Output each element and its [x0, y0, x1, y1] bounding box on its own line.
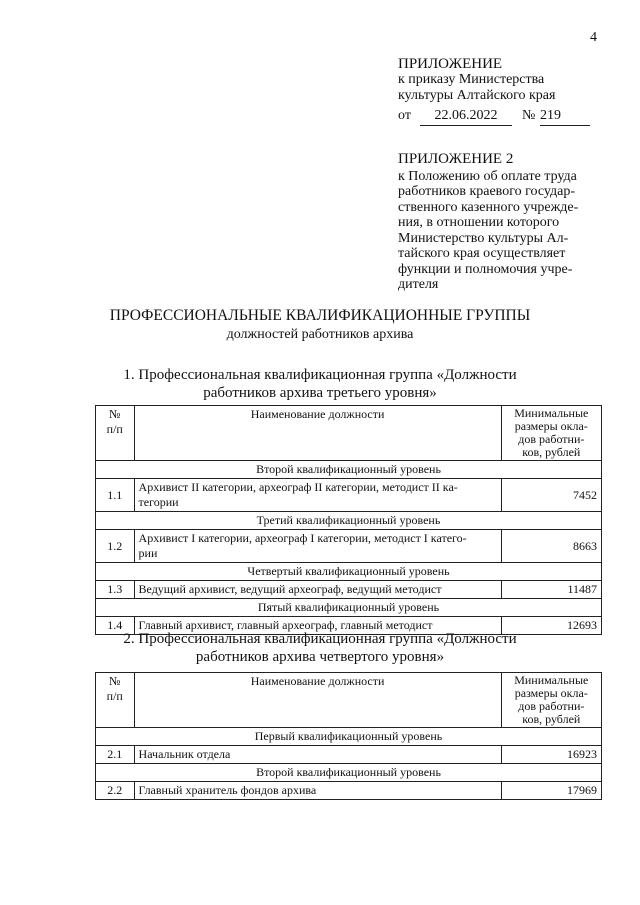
- appendix2-line: функции и полномочия учре-: [398, 261, 573, 277]
- section1-title-line: 1. Профессиональная квалификационная группа «Должности: [123, 367, 517, 383]
- appendix2-line: дителя: [398, 277, 439, 292]
- appendix2-block: [398, 152, 598, 293]
- document-subtitle: должностей работников архива: [226, 327, 414, 342]
- table-row: 2.1 Начальник отдела 16923: [96, 746, 602, 764]
- header-num: № п/п: [96, 406, 135, 461]
- header-name: Наименование должности: [134, 406, 501, 461]
- section1-title-line: работников архива третьего уровня»: [203, 385, 437, 401]
- appendix2-line: работников краевого государ-: [398, 184, 575, 199]
- level-row: Четвертый квалификационный уровень: [96, 563, 602, 581]
- appendix2-line: Министерство культуры Ал-: [398, 230, 569, 246]
- table-row: 1.2 Архивист I категории, археограф I категории, методист I катего- рии 8663: [96, 530, 602, 563]
- table-row: 2.2 Главный хранитель фондов архива 17969: [96, 782, 602, 800]
- table-row: 1.3 Ведущий архивист, ведущий археограф, ведущий методист 11487: [96, 581, 602, 599]
- appendix2-title: ПРИЛОЖЕНИЕ 2: [398, 151, 514, 167]
- document-title: ПРОФЕССИОНАЛЬНЫЕ КВАЛИФИКАЦИОННЫЕ ГРУППЫ: [109, 307, 531, 324]
- section2-title-line: 2. Профессиональная квалификационная группа «Должности: [123, 631, 517, 647]
- appendix2-line: ния, в отношении которого: [398, 215, 560, 230]
- section1-title: [0, 366, 640, 402]
- appendix-block: [398, 56, 555, 104]
- section2-table: [95, 672, 602, 800]
- header-salary: Минимальные размеры окла- дов работни- ков, рублей: [501, 406, 601, 461]
- header-salary: Минимальные размеры окла- дов работни- ков, рублей: [501, 673, 601, 728]
- appendix2-line: тайского края осуществляет: [398, 246, 566, 261]
- level-row: Пятый квалификационный уровень: [96, 599, 602, 617]
- header-name: Наименование должности: [134, 673, 501, 728]
- level-row: Второй квалификационный уровень: [96, 461, 602, 479]
- appendix-title: ПРИЛОЖЕНИЕ: [398, 56, 503, 72]
- appendix2-line: к Положению об оплате труда: [398, 168, 577, 184]
- level-row: Третий квалификационный уровень: [96, 512, 602, 530]
- appendix-line: к приказу Министерства: [398, 72, 545, 87]
- from-label: от: [398, 108, 411, 123]
- level-row: Второй квалификационный уровень: [96, 764, 602, 782]
- section2-title-line: работников архива четвертого уровня»: [195, 649, 445, 665]
- section2-title: [0, 630, 640, 666]
- order-date-number: [398, 108, 593, 126]
- appendix2-line: ственного казенного учрежде-: [398, 199, 579, 215]
- table-row: 1.1 Архивист II категории, археограф II категории, методист II ка- тегории 7452: [96, 479, 602, 512]
- level-row: Первый квалификационный уровень: [96, 728, 602, 746]
- page-number: 4: [590, 30, 597, 45]
- appendix-line: культуры Алтайского края: [398, 88, 556, 103]
- table-header-row: [96, 673, 602, 728]
- order-date: 22.06.2022: [420, 108, 512, 126]
- header-num: № п/п: [96, 673, 135, 728]
- section1-table: [95, 405, 602, 635]
- table-header-row: [96, 406, 602, 461]
- order-number: 219: [540, 108, 590, 126]
- number-label: №: [522, 108, 536, 123]
- table-row: 1.4 Главный архивист, главный археограф, главный методист 12693: [96, 617, 602, 635]
